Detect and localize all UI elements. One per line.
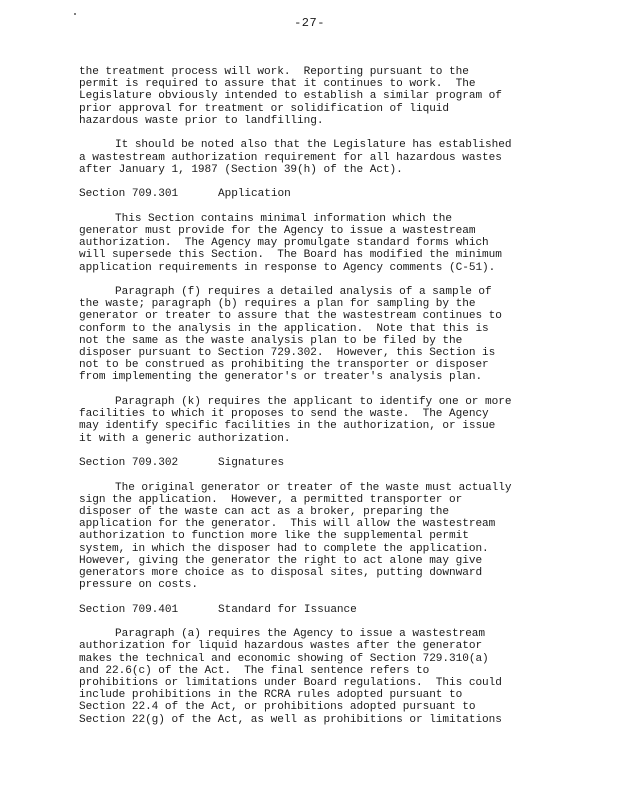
section-heading: [79, 457, 559, 469]
text-line: Section 22(g) of the Act, as well as prohibitions or limitations: [79, 713, 502, 726]
paragraph: [79, 396, 559, 445]
text-line: hazardous waste prior to landfilling.: [79, 114, 324, 127]
section-number: Section 709.401: [79, 603, 179, 616]
text-line: include prohibitions in the RCRA rules adopted pursuant to: [79, 689, 463, 702]
text-line: makes the technical and economic showing of Section 729.310(a): [79, 652, 489, 665]
text-line: prohibitions or limitations under Board regulations. This could: [79, 677, 502, 689]
paragraph: [79, 482, 559, 592]
text-line: authorization for liquid hazardous wastes after the generator: [79, 640, 483, 653]
text-line: not the same as the waste analysis plan to be filed by the: [79, 334, 463, 347]
page-number: -27-: [294, 16, 325, 30]
paragraph: [79, 213, 559, 274]
text-line: pressure on costs.: [79, 579, 198, 592]
text-line: it with a generic authorization.: [79, 432, 291, 445]
text-line: permit is required to assure that it continues to work. The: [79, 78, 476, 91]
text-line: This Section contains minimal information which the: [115, 212, 452, 225]
text-line: the treatment process will work. Reporting pursuant to the: [79, 66, 469, 78]
text-line: authorization. The Agency may promulgate standard forms which: [79, 237, 489, 250]
paragraph: [79, 286, 559, 384]
text-line: However, giving the generator the right to act alone may give: [79, 554, 483, 567]
text-line: a wastestream authorization requirement for all hazardous wastes: [79, 151, 502, 164]
text-line: Legislature obviously intended to establish a similar program of: [79, 90, 502, 103]
section-title: Signatures: [218, 457, 285, 470]
paragraph: [79, 139, 559, 176]
text-line: not to be construed as prohibiting the transporter or disposer: [79, 359, 489, 372]
text-line: application requirements in response to Agency comments (C-51).: [79, 261, 496, 274]
text-line: application for the generator. This will allow the wastestream: [79, 518, 496, 531]
document-body: [79, 66, 559, 738]
text-line: generator must provide for the Agency to issue a wastestream: [79, 224, 476, 237]
text-line: from implementing the generator's or treater's analysis plan.: [79, 371, 483, 384]
section-heading: [79, 604, 559, 616]
paragraph: [79, 628, 559, 726]
text-line: sign the application. However, a permitted transporter or: [79, 493, 463, 506]
text-line: Section 22.4 of the Act, or prohibitions adopted pursuant to: [79, 701, 476, 714]
text-line: generators more choice as to disposal sites, putting downward: [79, 566, 483, 579]
scan-speck: [74, 13, 76, 15]
text-line: system, in which the disposer had to complete the application.: [79, 542, 489, 555]
text-line: and 22.6(c) of the Act. The final sentence refers to: [79, 664, 430, 677]
section-number: Section 709.302: [79, 457, 179, 470]
section-title: Application: [218, 188, 291, 201]
text-line: after January 1, 1987 (Section 39(h) of the Act).: [79, 163, 403, 176]
text-line: Paragraph (k) requires the applicant to identify one or more: [115, 395, 512, 408]
text-line: Paragraph (f) requires a detailed analysis of a sample of: [115, 286, 492, 299]
text-line: The original generator or treater of the waste must actually: [115, 481, 512, 494]
section-number: Section 709.301: [79, 188, 179, 201]
section-title: Standard for Issuance: [218, 603, 357, 616]
text-line: generator or treater to assure that the wastestream continues to: [79, 310, 502, 323]
text-line: will supersede this Section. The Board has modified the minimum: [79, 249, 502, 262]
text-line: facilities to which it proposes to send the waste. The Agency: [79, 408, 489, 421]
text-line: conform to the analysis in the application. Note that this is: [79, 322, 489, 335]
text-line: It should be noted also that the Legislature has established: [115, 139, 512, 152]
text-line: authorization to function more like the supplemental permit: [79, 530, 469, 543]
section-heading: [79, 188, 559, 200]
text-line: disposer of the waste can act as a broker, preparing the: [79, 505, 450, 518]
text-line: the waste; paragraph (b) requires a plan for sampling by the: [79, 298, 476, 311]
text-line: disposer pursuant to Section 729.302. However, this Section is: [79, 347, 496, 360]
text-line: Paragraph (a) requires the Agency to issue a wastestream: [115, 628, 486, 641]
text-line: prior approval for treatment or solidification of liquid: [79, 102, 450, 115]
text-line: may identify specific facilities in the authorization, or issue: [79, 420, 496, 433]
paragraph: [79, 66, 559, 127]
